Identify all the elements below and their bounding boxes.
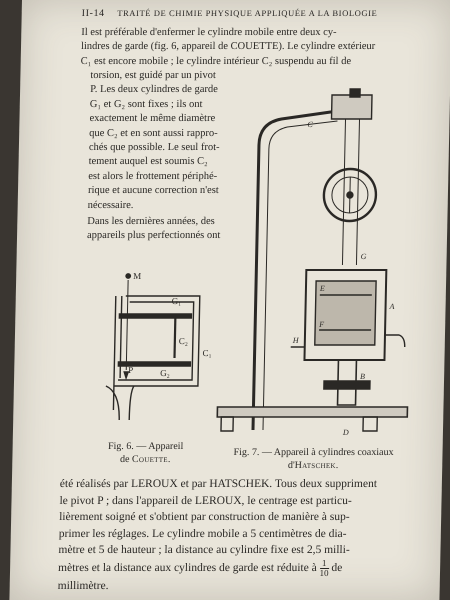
label-c2: C₂ [178, 336, 189, 346]
head-knob [350, 89, 360, 97]
text-line: lindres de garde (fig. 6, appareil de COUETTE). Le cylindre extérieur [80, 41, 376, 53]
text-line: le pivot P ; dans l'appareil de LEROUX, le centrage est particu- [59, 494, 352, 507]
text-line: Dans les dernières années, des [87, 216, 215, 227]
page-number: II-14 [81, 8, 105, 19]
label-g2: G₂ [160, 368, 170, 378]
running-header [82, 8, 442, 19]
base-plate [217, 407, 407, 417]
label-g: G [360, 252, 367, 261]
torsion-head [332, 95, 373, 119]
lower-collar-b [324, 381, 370, 389]
text-line: nécessaire. [87, 199, 134, 211]
figure-6-caption: Fig. 6. — Appareil de Couette. [107, 441, 184, 465]
text-line: lièrement soigné et s'obtient par construction de manière à sup- [59, 511, 350, 524]
label-b: B [360, 372, 366, 381]
label-e: E [319, 284, 325, 293]
text-line: G₁ et G₂ sont fixes ; ils ont [89, 98, 203, 110]
text-line: primer les réglages. Le cylindre mobile a 5 centimètres de dia- [58, 527, 347, 540]
label-p: P [128, 365, 134, 375]
text-line: été réalisés par LEROUX et par HATSCHEK. Tous deux suppriment [59, 478, 378, 490]
text-line: mètres et la distance aux cylindres de garde est réduite à $\frac{1}{10}$ de [57, 557, 343, 578]
running-title: TRAITÉ DE CHIMIE PHYSIQUE APPLIQUÉE A LA BIOLOGIE [117, 8, 378, 18]
text-line: chés que possible. Le seul frot- [88, 142, 220, 154]
text-line: P. Les deux cylindres de garde [90, 84, 218, 96]
drain-pipe-right [385, 335, 405, 347]
text-line: rique et aucune correction n'est [87, 185, 219, 197]
text-line: est alors le frottement périphé- [88, 170, 218, 182]
foot-left [221, 417, 233, 431]
point-m-marker [126, 274, 130, 278]
book-page [9, 0, 450, 600]
paragraph-leroux-hatschek [58, 476, 420, 595]
label-d: D [342, 428, 349, 437]
text-line: millimètre. [57, 579, 109, 592]
text-line: torsion, est guidé par un pivot [90, 70, 216, 81]
inner-cylinder-c2 [175, 318, 176, 358]
fraction-one-tenth: $\frac{1}{10}$ [319, 557, 329, 578]
pivot-support [105, 386, 134, 420]
text-line: que C₂ et en sont aussi rappro- [89, 127, 218, 139]
label-a: A [389, 302, 395, 311]
label-h: H [292, 336, 299, 345]
text-line: mètre et 5 de hauteur ; la distance au cylindre fixe est 2,5 milli- [58, 544, 350, 557]
wheel-spoke [350, 177, 351, 213]
text-line: Il est préférable d'enfermer le cylindre mobile entre deux cy- [81, 27, 337, 38]
central-shaft-right [356, 119, 359, 265]
text-line: tement auquel est soumis C₂ [88, 156, 208, 168]
guard-cylinder-g1 [119, 314, 191, 318]
foot-right [363, 417, 377, 431]
figure-7-hatschek-diagram [213, 85, 421, 445]
label-m: M [133, 271, 142, 281]
figure-6-couette-diagram [75, 260, 219, 440]
label-g1: G₁ [171, 296, 182, 306]
paragraph-intro [81, 26, 424, 69]
text-line: exactement le même diamètre [89, 113, 216, 125]
text-line: C₁ est encore mobile ; le cylindre intérieur C₂ suspendu au fil de [80, 55, 352, 67]
central-shaft [342, 119, 345, 265]
label-c: C [307, 120, 313, 129]
label-f: F [319, 320, 325, 329]
figure-7-caption: Fig. 7. — Appareil à cylindres coaxiaux d'Hatschek. [233, 447, 394, 471]
text-line: appareils plus perfectionnés ont [86, 230, 221, 242]
label-c1: C₁ [202, 348, 212, 358]
torsion-wire [126, 280, 128, 370]
